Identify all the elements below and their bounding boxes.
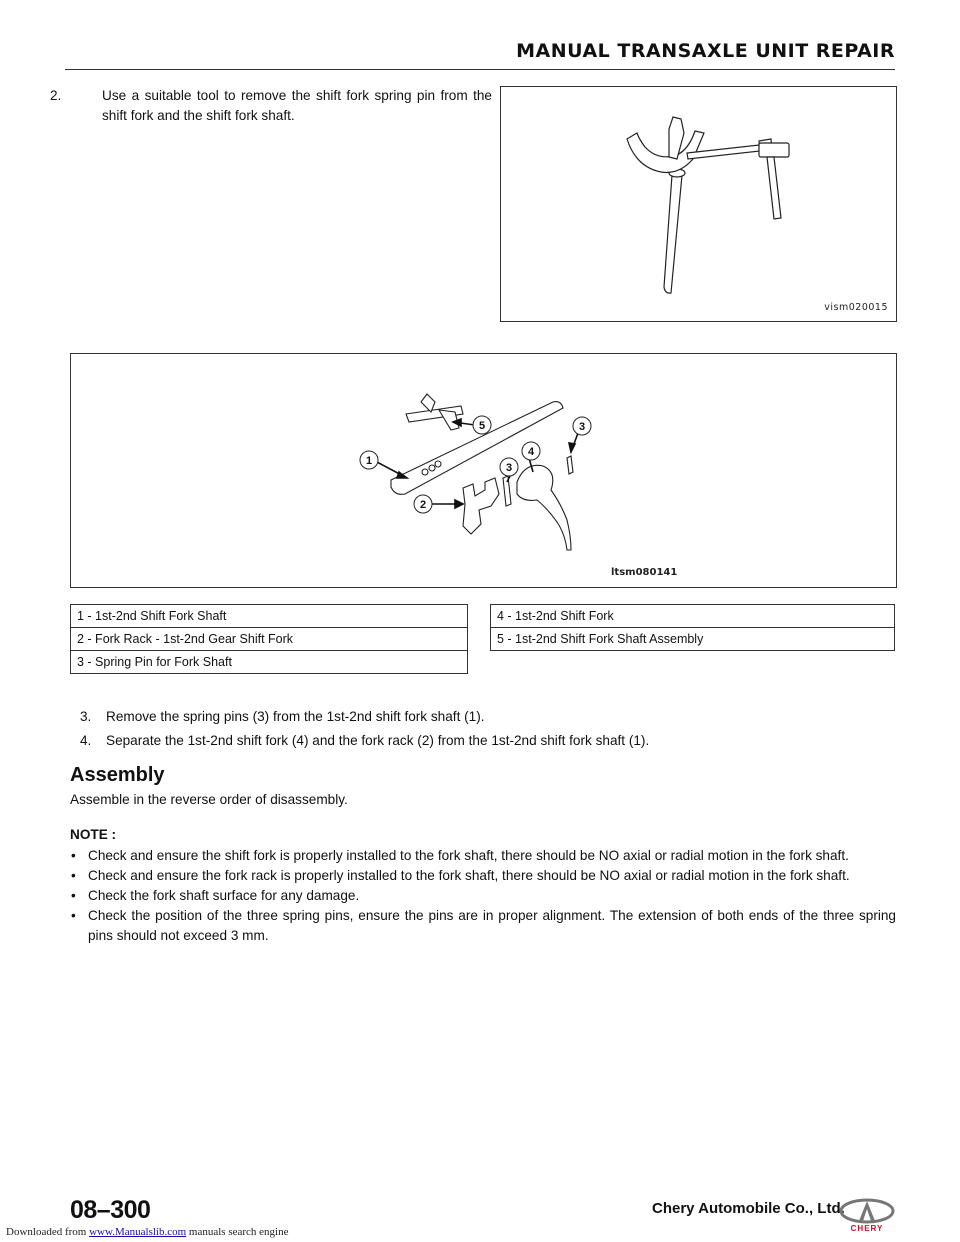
illustration-tool-and-fork — [501, 87, 896, 321]
legend-item: 2 - Fork Rack - 1st-2nd Gear Shift Fork — [71, 628, 468, 651]
list-item — [70, 906, 896, 946]
step-3-number: 3. — [80, 709, 92, 724]
step-2-text: Use a suitable tool to remove the shift fork spring pin from the shift fork and the shift fork shaft. — [102, 88, 492, 123]
step-4-number: 4. — [80, 733, 92, 748]
company-name: Chery Automobile Co., Ltd. — [652, 1200, 845, 1217]
legend-item: 1 - 1st-2nd Shift Fork Shaft — [71, 605, 468, 628]
step-4-text: Separate the 1st-2nd shift fork (4) and the fork rack (2) from the 1st-2nd shift fork shaft (1). — [106, 733, 650, 748]
legend-table-left — [70, 604, 468, 674]
callout-4: 4 — [527, 446, 535, 458]
download-suffix: manuals search engine — [186, 1226, 289, 1238]
list-item — [70, 846, 896, 866]
figure-remove-spring-pin — [500, 86, 897, 322]
note-text: Check the fork shaft surface for any damage. — [88, 888, 360, 903]
note-list — [70, 846, 896, 946]
manualslib-link[interactable]: www.Manualslib.com — [89, 1226, 187, 1238]
download-footer — [6, 1226, 288, 1238]
callout-5: 5 — [478, 420, 486, 432]
legend-item: 3 - Spring Pin for Fork Shaft — [71, 651, 468, 674]
figure-code: vism020015 — [824, 302, 888, 313]
bullet-icon: • — [71, 868, 76, 883]
note-text: Check and ensure the shift fork is properly installed to the fork shaft, there should be NO axial or radial motion in the fork shaft. — [88, 848, 849, 863]
figure-shift-fork-assembly — [70, 353, 897, 588]
step-4 — [80, 731, 649, 751]
step-2 — [50, 86, 492, 126]
illustration-exploded-view — [71, 354, 896, 587]
page-number: 08–300 — [70, 1196, 151, 1224]
logo-text: CHERY — [850, 1224, 884, 1233]
list-item — [70, 886, 896, 906]
callout-2: 2 — [419, 499, 427, 511]
download-prefix: Downloaded from — [6, 1226, 90, 1238]
assembly-instruction: Assemble in the reverse order of disassembly. — [70, 792, 348, 807]
bullet-icon: • — [71, 888, 76, 903]
bullet-icon: • — [71, 848, 76, 863]
callout-1: 1 — [365, 455, 373, 467]
note-text: Check the position of the three spring pins, ensure the pins are in proper alignment. The extension of both ends of the three spring pins should not exceed 3 mm. — [88, 908, 896, 943]
header-divider — [65, 69, 895, 70]
note-label: NOTE : — [70, 827, 117, 842]
legend-item: 4 - 1st-2nd Shift Fork — [491, 605, 895, 628]
list-item — [70, 866, 896, 886]
legend-item: 5 - 1st-2nd Shift Fork Shaft Assembly — [491, 628, 895, 651]
callout-3-left: 3 — [505, 462, 513, 474]
page-header-title: MANUAL TRANSAXLE UNIT REPAIR — [516, 40, 895, 62]
legend-table-right — [490, 604, 895, 651]
chery-logo — [838, 1197, 896, 1238]
step-3 — [80, 707, 485, 727]
figure-code: ltsm080141 — [611, 567, 678, 578]
note-text: Check and ensure the fork rack is properly installed to the fork shaft, there should be NO axial or radial motion in the fork shaft. — [88, 868, 850, 883]
step-2-number: 2. — [50, 88, 62, 103]
section-heading-assembly: Assembly — [70, 764, 165, 786]
callout-3-right: 3 — [578, 421, 586, 433]
step-3-text: Remove the spring pins (3) from the 1st-2nd shift fork shaft (1). — [106, 709, 485, 724]
bullet-icon: • — [71, 908, 76, 923]
